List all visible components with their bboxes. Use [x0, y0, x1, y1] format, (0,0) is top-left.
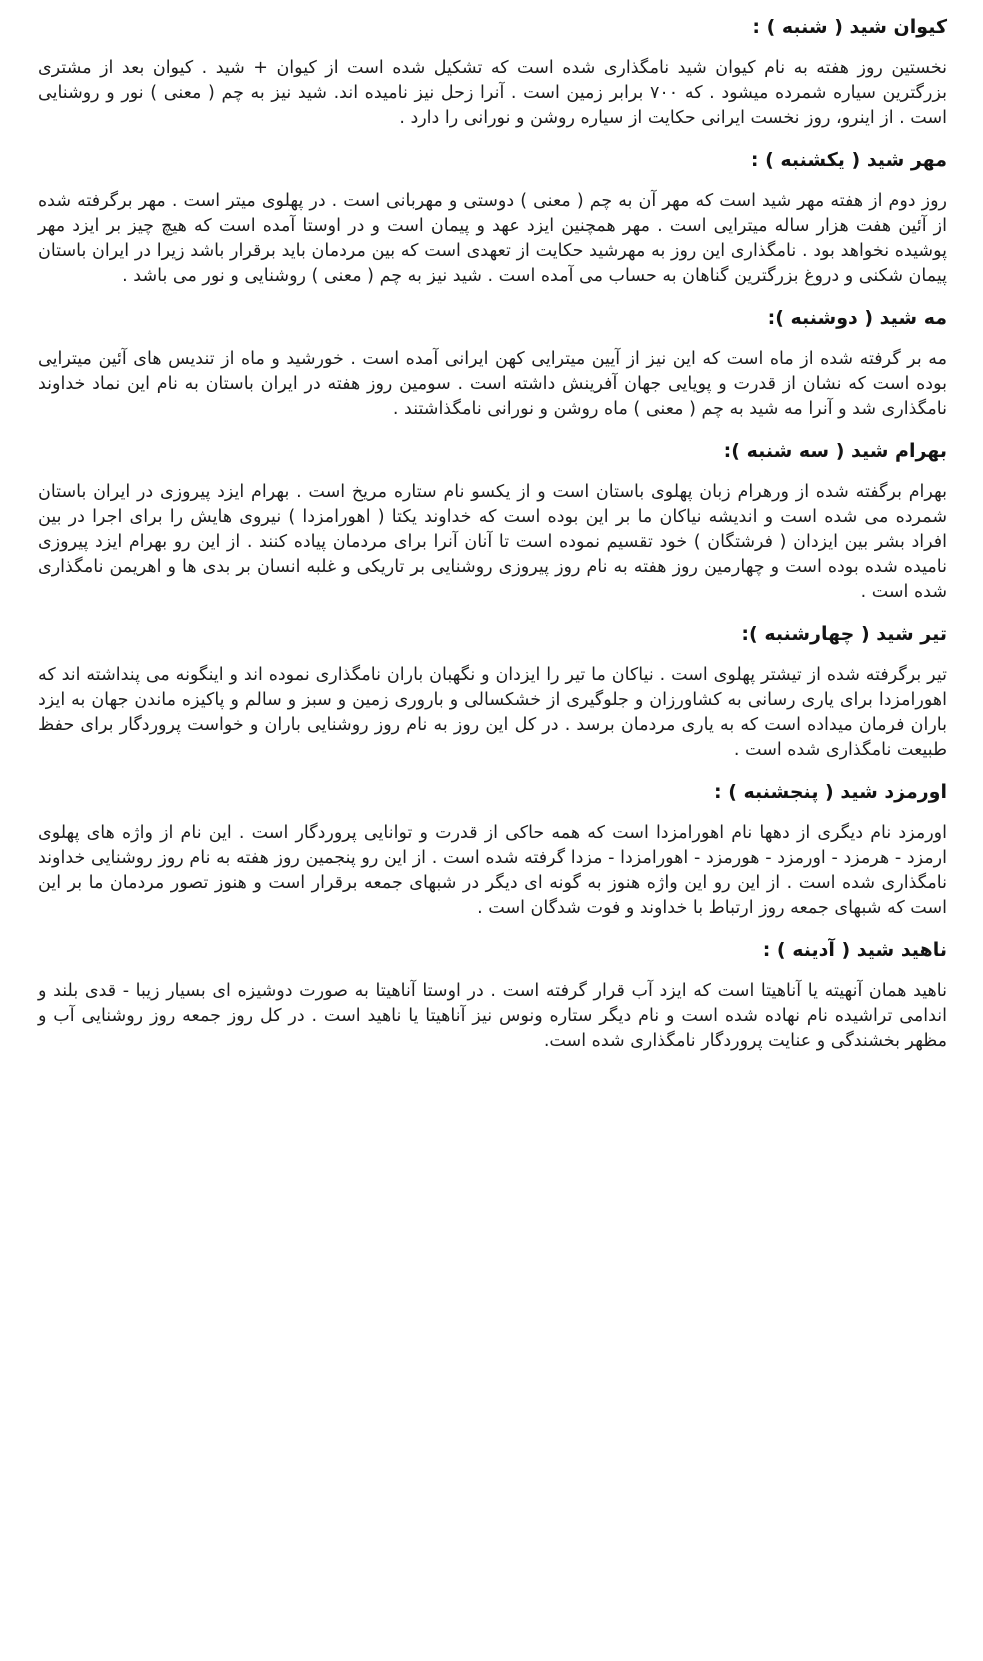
- section-title: بهرام شید ( سه شنبه ):: [723, 440, 947, 462]
- section-tuesday: [38, 438, 947, 605]
- section-title: تیر شید ( چهارشنبه ):: [741, 623, 947, 645]
- section-sunday: [38, 147, 947, 289]
- section-title: ناهید شید ( آدینه ) :: [762, 939, 947, 961]
- section-body: بهرام برگفته شده از ورهرام زبان پهلوی باستان است و از یکسو نام ستاره مریخ است . بهرام ایزد پیروزی در ایران باستان شمرده می شده است و اندیشه نیاکان ما بر این بوده است که خداوند یکتا ( اهورامزدا ) نیروی هایش را برای اجرا در بین افراد بشر بین ایزدان ( فرشتگان ) خود تقسیم نموده است تا آنان آنرا برای مردمان پیاده کنند . از این رو بهرام ایزد پیروزی نامیده شده بوده است و چهارمین روز هفته به نام روز پیروزی روشنایی بر تاریکی و غلبه انسان بر بدی ها و اهریمن نامگذاری شده است .: [38, 482, 947, 602]
- section-body: ناهید همان آنهیته یا آناهیتا است که ایزد آب قرار گرفته است . در اوستا آناهیتا به صورت دوشیزه ای بسیار زیبا - قدی بلند و اندامی تراشیده نام نهاده شده است و نام دیگر ستاره ونوس نیز آناهیتا یا ناهید است . در کل روز جمعه روز روشنایی آب و مظهر بخشندگی و عنایت پروردگار نامگذاری شده است.: [38, 981, 947, 1051]
- section-title: مه شید ( دوشنبه ):: [767, 307, 947, 329]
- section-title: اورمزد شید ( پنجشنبه ) :: [713, 781, 947, 803]
- section-body: مه بر گرفته شده از ماه است که این نیز از آیین میترایی کهن ایرانی آمده است . خورشید و ماه از تندیس های آئین میترایی بوده است که نشان از قدرت و پویایی جهان آفرینش داشته است . سومین روز هفته در ایران باستان به نام این نماد خداوند نامگذاری شد و آنرا مه شید به چم ( معنی ) ماه روشن و نورانی نامگذاشتند .: [38, 349, 947, 419]
- section-title: کیوان شید ( شنبه ) :: [752, 16, 947, 38]
- section-body: تیر برگرفته شده از تیشتر پهلوی است . نیاکان ما تیر را ایزدان و نگهبان باران نامگذاری نموده اند و اینگونه می پنداشته اند که اهورامزدا برای یاری رسانی به کشاورزان و جلوگیری از خشکسالی و باروری زمین و سبز و سالم و پاکیزه ماندن جهان به ایزد باران فرمان میداده است که به یاری مردمان برسد . در کل این روز به نام روز روشنایی باران و خواست پروردگار برای حفظ طبیعت نامگذاری شده است .: [38, 665, 947, 760]
- section-wednesday: [38, 621, 947, 763]
- section-body: نخستین روز هفته به نام کیوان شید نامگذاری شده است که تشکیل شده است از کیوان + شید . کیوان بعد از مشتری بزرگترین سیاره شمرده میشود . که ۷۰۰ برابر زمین است . آنرا زحل نیز نامیده اند. شید نیز به چم ( معنی ) نور و روشنایی است . از اینرو، روز نخست ایرانی حکایت از سیاره روشن و نورانی را دارد .: [38, 58, 947, 128]
- section-friday: [38, 937, 947, 1054]
- section-title: مهر شید ( یکشنبه ) :: [750, 149, 947, 171]
- section-body: اورمزد نام دیگری از دهها نام اهورامزدا است که همه حاکی از قدرت و توانایی پروردگار است . این نام از واژه های پهلوی ارمزد - هرمزد - اورمزد - هورمزد - اهورامزدا - مزدا گرفته شده است . از این رو پنجمین روز هفته به نام روز روشنایی خداوند نامگذاری شده است . از این رو این واژه هنوز به گونه ای دیگر در شبهای جمعه برقرار است و هنوز تصور مردمان ما بر این است که شبهای جمعه روز ارتباط با خداوند و فوت شدگان است .: [38, 823, 947, 918]
- section-body: روز دوم از هفته مهر شید است که مهر آن به چم ( معنی ) دوستی و مهربانی است . در پهلوی میتر است . مهر برگرفته شده از آئین هفت هزار ساله میترایی است . مهر همچنین ایزد عهد و پیمان است و در اوستا آمده است که هیچ چیز بر ایزد مهر پوشیده نخواهد بود . نامگذاری این روز به مهرشید حکایت از تعهدی است که بین مردمان باید برقرار باشد زیرا در ایران باستان پیمان شکنی و دروغ بزرگترین گناهان به حساب می آمده است . شید نیز به چم ( معنی ) روشنایی و نور می باشد .: [38, 191, 947, 286]
- section-thursday: [38, 779, 947, 921]
- section-monday: [38, 305, 947, 422]
- section-saturday: [38, 14, 947, 131]
